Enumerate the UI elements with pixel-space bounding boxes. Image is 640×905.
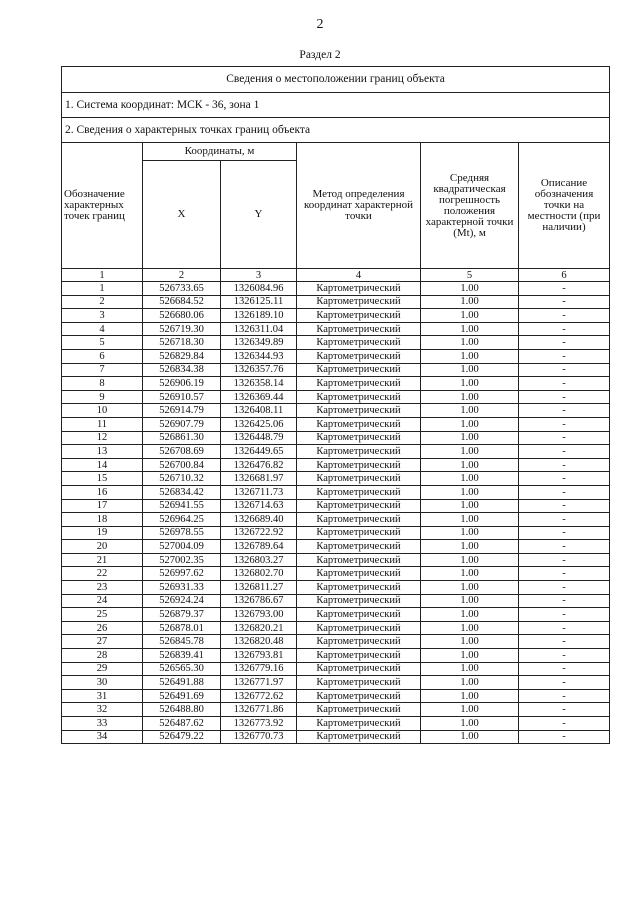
- description-cell: -: [519, 594, 610, 608]
- table-row: [62, 309, 610, 323]
- method-cell: Картометрический: [297, 363, 421, 377]
- description-cell: -: [519, 703, 610, 717]
- description-cell: -: [519, 581, 610, 595]
- x-coordinate: 526931.33: [143, 581, 221, 595]
- table-row: [62, 689, 610, 703]
- x-coordinate: 526479.22: [143, 730, 221, 744]
- table-row: [62, 703, 610, 717]
- column-number: 3: [221, 269, 297, 282]
- x-coordinate: 526978.55: [143, 526, 221, 540]
- error-cell: 1.00: [421, 417, 519, 431]
- table-row: [62, 282, 610, 296]
- y-coordinate: 1326448.79: [221, 431, 297, 445]
- description-cell: -: [519, 322, 610, 336]
- method-cell: Картометрический: [297, 349, 421, 363]
- table-row: [62, 404, 610, 418]
- error-cell: 1.00: [421, 472, 519, 486]
- x-coordinate: 526829.84: [143, 349, 221, 363]
- point-number: 12: [62, 431, 143, 445]
- method-cell: Картометрический: [297, 295, 421, 309]
- description-cell: -: [519, 404, 610, 418]
- x-coordinate: 526906.19: [143, 377, 221, 391]
- table-row: [62, 485, 610, 499]
- point-number: 6: [62, 349, 143, 363]
- description-cell: -: [519, 363, 610, 377]
- y-coordinate: 1326189.10: [221, 309, 297, 323]
- y-coordinate: 1326820.48: [221, 635, 297, 649]
- point-number: 24: [62, 594, 143, 608]
- error-cell: 1.00: [421, 485, 519, 499]
- y-coordinate: 1326786.67: [221, 594, 297, 608]
- table-row: [62, 363, 610, 377]
- y-coordinate: 1326793.81: [221, 649, 297, 663]
- point-number: 15: [62, 472, 143, 486]
- error-cell: 1.00: [421, 676, 519, 690]
- y-coordinate: 1326358.14: [221, 377, 297, 391]
- point-number: 16: [62, 485, 143, 499]
- method-cell: Картометрический: [297, 377, 421, 391]
- table-title: Сведения о местоположении границ объекта: [62, 67, 610, 93]
- y-coordinate: 1326349.89: [221, 336, 297, 350]
- y-coordinate: 1326711.73: [221, 485, 297, 499]
- method-cell: Картометрический: [297, 703, 421, 717]
- point-number: 25: [62, 608, 143, 622]
- method-cell: Картометрический: [297, 649, 421, 663]
- x-coordinate: 526924.24: [143, 594, 221, 608]
- method-cell: Картометрический: [297, 417, 421, 431]
- table-row: [62, 717, 610, 731]
- table-row: [62, 594, 610, 608]
- error-cell: 1.00: [421, 567, 519, 581]
- method-cell: Картометрический: [297, 499, 421, 513]
- method-cell: Картометрический: [297, 730, 421, 744]
- error-cell: 1.00: [421, 499, 519, 513]
- error-cell: 1.00: [421, 553, 519, 567]
- table-row: [62, 322, 610, 336]
- description-cell: -: [519, 377, 610, 391]
- method-cell: Картометрический: [297, 513, 421, 527]
- table-row: [62, 581, 610, 595]
- method-cell: Картометрический: [297, 526, 421, 540]
- description-cell: -: [519, 295, 610, 309]
- table-row: [62, 676, 610, 690]
- table-row: [62, 445, 610, 459]
- error-cell: 1.00: [421, 445, 519, 459]
- column-number: 2: [143, 269, 221, 282]
- point-number: 5: [62, 336, 143, 350]
- description-cell: -: [519, 608, 610, 622]
- points-heading: 2. Сведения о характерных точках границ объекта: [62, 118, 610, 143]
- error-cell: 1.00: [421, 540, 519, 554]
- table-row: [62, 526, 610, 540]
- column-number: 6: [519, 269, 610, 282]
- y-coordinate: 1326344.93: [221, 349, 297, 363]
- column-number: 4: [297, 269, 421, 282]
- error-cell: 1.00: [421, 649, 519, 663]
- y-coordinate: 1326772.62: [221, 689, 297, 703]
- point-number: 3: [62, 309, 143, 323]
- table-row: [62, 635, 610, 649]
- description-cell: -: [519, 513, 610, 527]
- description-cell: -: [519, 730, 610, 744]
- x-coordinate: 526997.62: [143, 567, 221, 581]
- point-number: 26: [62, 621, 143, 635]
- error-cell: 1.00: [421, 431, 519, 445]
- error-cell: 1.00: [421, 349, 519, 363]
- x-coordinate: 526488.80: [143, 703, 221, 717]
- error-cell: 1.00: [421, 513, 519, 527]
- x-coordinate: 526491.69: [143, 689, 221, 703]
- column-number-row: [62, 269, 610, 282]
- x-coordinate: 526878.01: [143, 621, 221, 635]
- error-cell: 1.00: [421, 703, 519, 717]
- point-number: 29: [62, 662, 143, 676]
- description-cell: -: [519, 417, 610, 431]
- point-number: 34: [62, 730, 143, 744]
- method-cell: Картометрический: [297, 485, 421, 499]
- error-cell: 1.00: [421, 717, 519, 731]
- table-row: [62, 567, 610, 581]
- method-cell: Картометрический: [297, 717, 421, 731]
- description-cell: -: [519, 445, 610, 459]
- y-coordinate: 1326476.82: [221, 458, 297, 472]
- description-cell: -: [519, 662, 610, 676]
- method-cell: Картометрический: [297, 336, 421, 350]
- y-coordinate: 1326311.04: [221, 322, 297, 336]
- description-cell: -: [519, 689, 610, 703]
- method-cell: Картометрический: [297, 594, 421, 608]
- error-cell: 1.00: [421, 309, 519, 323]
- table-row: [62, 662, 610, 676]
- y-coordinate: 1326722.92: [221, 526, 297, 540]
- y-coordinate: 1326820.21: [221, 621, 297, 635]
- point-number: 4: [62, 322, 143, 336]
- boundary-table: [61, 66, 610, 744]
- point-number: 9: [62, 390, 143, 404]
- y-coordinate: 1326793.00: [221, 608, 297, 622]
- x-coordinate: 526733.65: [143, 282, 221, 296]
- description-cell: -: [519, 309, 610, 323]
- method-cell: Картометрический: [297, 458, 421, 472]
- error-cell: 1.00: [421, 390, 519, 404]
- x-coordinate: 527004.09: [143, 540, 221, 554]
- table-row: [62, 621, 610, 635]
- header-y: Y: [221, 161, 297, 269]
- table-row: [62, 540, 610, 554]
- method-cell: Картометрический: [297, 431, 421, 445]
- description-cell: -: [519, 499, 610, 513]
- method-cell: Картометрический: [297, 540, 421, 554]
- method-cell: Картометрический: [297, 553, 421, 567]
- table-row: [62, 431, 610, 445]
- description-cell: -: [519, 553, 610, 567]
- method-cell: Картометрический: [297, 581, 421, 595]
- y-coordinate: 1326369.44: [221, 390, 297, 404]
- point-number: 32: [62, 703, 143, 717]
- method-cell: Картометрический: [297, 567, 421, 581]
- header-coordinates: Координаты, м: [143, 143, 297, 161]
- method-cell: Картометрический: [297, 282, 421, 296]
- x-coordinate: 526708.69: [143, 445, 221, 459]
- x-coordinate: 526491.88: [143, 676, 221, 690]
- error-cell: 1.00: [421, 458, 519, 472]
- column-number: 1: [62, 269, 143, 282]
- x-coordinate: 526834.42: [143, 485, 221, 499]
- x-coordinate: 526941.55: [143, 499, 221, 513]
- error-cell: 1.00: [421, 336, 519, 350]
- point-number: 13: [62, 445, 143, 459]
- point-number: 31: [62, 689, 143, 703]
- y-coordinate: 1326681.97: [221, 472, 297, 486]
- error-cell: 1.00: [421, 377, 519, 391]
- x-coordinate: 526879.37: [143, 608, 221, 622]
- header-error: Средняя квадратическая погрешность положения характерной точки (Mt), м: [421, 143, 519, 269]
- description-cell: -: [519, 567, 610, 581]
- method-cell: Картометрический: [297, 689, 421, 703]
- x-coordinate: 526565.30: [143, 662, 221, 676]
- method-cell: Картометрический: [297, 445, 421, 459]
- description-cell: -: [519, 649, 610, 663]
- description-cell: -: [519, 390, 610, 404]
- description-cell: -: [519, 676, 610, 690]
- y-coordinate: 1326689.40: [221, 513, 297, 527]
- table-row: [62, 295, 610, 309]
- x-coordinate: 526700.84: [143, 458, 221, 472]
- error-cell: 1.00: [421, 282, 519, 296]
- y-coordinate: 1326425.06: [221, 417, 297, 431]
- error-cell: 1.00: [421, 363, 519, 377]
- description-cell: -: [519, 282, 610, 296]
- point-number: 1: [62, 282, 143, 296]
- header-designation: Обозначение характерных точек границ: [62, 143, 143, 269]
- y-coordinate: 1326714.63: [221, 499, 297, 513]
- method-cell: Картометрический: [297, 608, 421, 622]
- y-coordinate: 1326084.96: [221, 282, 297, 296]
- point-number: 19: [62, 526, 143, 540]
- point-number: 17: [62, 499, 143, 513]
- x-coordinate: 526684.52: [143, 295, 221, 309]
- method-cell: Картометрический: [297, 676, 421, 690]
- method-cell: Картометрический: [297, 390, 421, 404]
- point-number: 10: [62, 404, 143, 418]
- method-cell: Картометрический: [297, 309, 421, 323]
- point-number: 20: [62, 540, 143, 554]
- point-number: 2: [62, 295, 143, 309]
- page-number: 2: [316, 17, 324, 32]
- point-number: 14: [62, 458, 143, 472]
- error-cell: 1.00: [421, 322, 519, 336]
- method-cell: Картометрический: [297, 621, 421, 635]
- x-coordinate: 526487.62: [143, 717, 221, 731]
- table-row: [62, 349, 610, 363]
- description-cell: -: [519, 336, 610, 350]
- y-coordinate: 1326811.27: [221, 581, 297, 595]
- error-cell: 1.00: [421, 608, 519, 622]
- y-coordinate: 1326802.70: [221, 567, 297, 581]
- description-cell: -: [519, 621, 610, 635]
- x-coordinate: 526964.25: [143, 513, 221, 527]
- y-coordinate: 1326803.27: [221, 553, 297, 567]
- point-number: 33: [62, 717, 143, 731]
- section-title: Раздел 2: [299, 49, 341, 61]
- error-cell: 1.00: [421, 295, 519, 309]
- description-cell: -: [519, 717, 610, 731]
- description-cell: -: [519, 472, 610, 486]
- table-row: [62, 513, 610, 527]
- error-cell: 1.00: [421, 526, 519, 540]
- y-coordinate: 1326789.64: [221, 540, 297, 554]
- error-cell: 1.00: [421, 581, 519, 595]
- error-cell: 1.00: [421, 594, 519, 608]
- y-coordinate: 1326773.92: [221, 717, 297, 731]
- y-coordinate: 1326357.76: [221, 363, 297, 377]
- y-coordinate: 1326779.16: [221, 662, 297, 676]
- table-row: [62, 377, 610, 391]
- table-row: [62, 649, 610, 663]
- y-coordinate: 1326125.11: [221, 295, 297, 309]
- table-row: [62, 730, 610, 744]
- table-row: [62, 336, 610, 350]
- point-number: 18: [62, 513, 143, 527]
- description-cell: -: [519, 635, 610, 649]
- point-number: 7: [62, 363, 143, 377]
- coord-system: 1. Система координат: МСК - 36, зона 1: [62, 93, 610, 118]
- table-row: [62, 390, 610, 404]
- x-coordinate: 527002.35: [143, 553, 221, 567]
- y-coordinate: 1326770.73: [221, 730, 297, 744]
- table-row: [62, 499, 610, 513]
- method-cell: Картометрический: [297, 635, 421, 649]
- x-coordinate: 526834.38: [143, 363, 221, 377]
- point-number: 23: [62, 581, 143, 595]
- description-cell: -: [519, 485, 610, 499]
- description-cell: -: [519, 349, 610, 363]
- method-cell: Картометрический: [297, 662, 421, 676]
- x-coordinate: 526910.57: [143, 390, 221, 404]
- description-cell: -: [519, 540, 610, 554]
- header-description: Описание обозначения точки на местности (при наличии): [519, 143, 610, 269]
- y-coordinate: 1326771.97: [221, 676, 297, 690]
- point-number: 8: [62, 377, 143, 391]
- table-row: [62, 553, 610, 567]
- x-coordinate: 526718.30: [143, 336, 221, 350]
- error-cell: 1.00: [421, 635, 519, 649]
- y-coordinate: 1326408.11: [221, 404, 297, 418]
- point-number: 30: [62, 676, 143, 690]
- point-number: 11: [62, 417, 143, 431]
- y-coordinate: 1326449.65: [221, 445, 297, 459]
- header-method: Метод определения координат характерной точки: [297, 143, 421, 269]
- point-number: 27: [62, 635, 143, 649]
- header-x: X: [143, 161, 221, 269]
- description-cell: -: [519, 458, 610, 472]
- table-row: [62, 458, 610, 472]
- error-cell: 1.00: [421, 730, 519, 744]
- description-cell: -: [519, 526, 610, 540]
- method-cell: Картометрический: [297, 404, 421, 418]
- table-row: [62, 417, 610, 431]
- x-coordinate: 526845.78: [143, 635, 221, 649]
- x-coordinate: 526839.41: [143, 649, 221, 663]
- x-coordinate: 526907.79: [143, 417, 221, 431]
- description-cell: -: [519, 431, 610, 445]
- point-number: 22: [62, 567, 143, 581]
- point-number: 28: [62, 649, 143, 663]
- column-number: 5: [421, 269, 519, 282]
- method-cell: Картометрический: [297, 322, 421, 336]
- error-cell: 1.00: [421, 689, 519, 703]
- y-coordinate: 1326771.86: [221, 703, 297, 717]
- x-coordinate: 526861.30: [143, 431, 221, 445]
- x-coordinate: 526719.30: [143, 322, 221, 336]
- table-row: [62, 608, 610, 622]
- x-coordinate: 526914.79: [143, 404, 221, 418]
- point-number: 21: [62, 553, 143, 567]
- table-row: [62, 472, 610, 486]
- error-cell: 1.00: [421, 404, 519, 418]
- error-cell: 1.00: [421, 662, 519, 676]
- error-cell: 1.00: [421, 621, 519, 635]
- x-coordinate: 526680.06: [143, 309, 221, 323]
- method-cell: Картометрический: [297, 472, 421, 486]
- x-coordinate: 526710.32: [143, 472, 221, 486]
